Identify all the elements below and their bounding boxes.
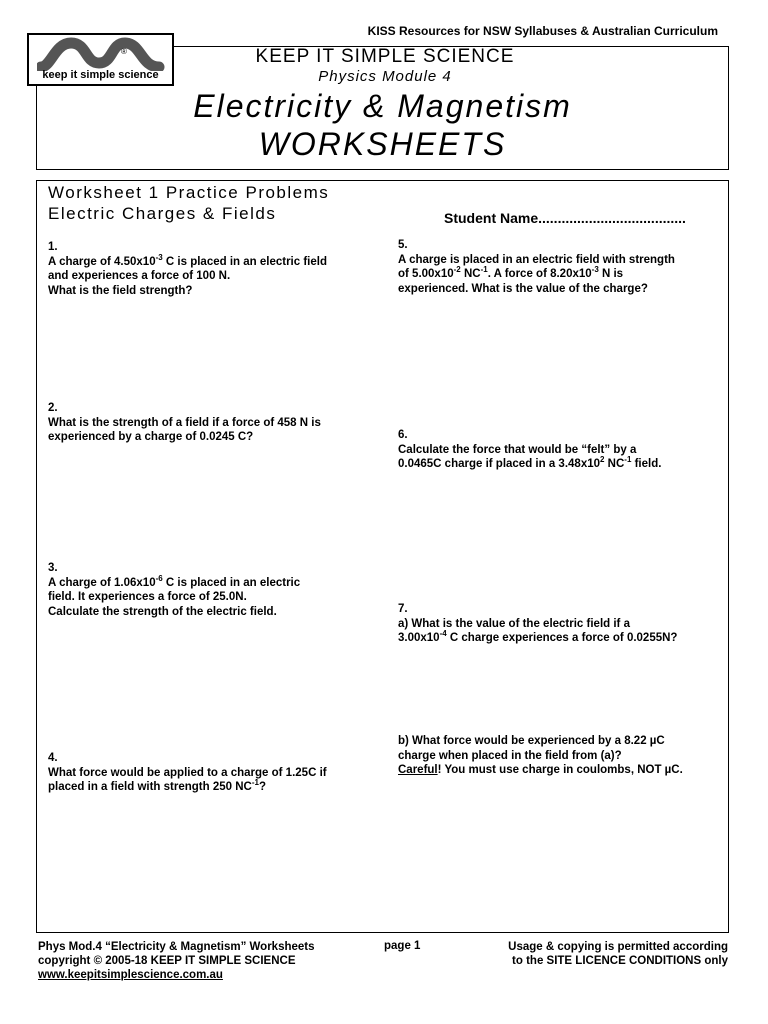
question-number: 7. xyxy=(398,603,408,615)
question-line: What force would be applied to a charge of 1.25C if xyxy=(48,766,327,779)
question-line: 0.0465C charge if placed in a $3.48x10^2$ $NC^{-1}$ field. xyxy=(398,455,662,470)
usage-note-line1: Usage & copying is permitted according xyxy=(508,941,728,953)
question-number: 4. xyxy=(48,752,58,764)
question-number: 3. xyxy=(48,562,58,574)
logo xyxy=(27,33,174,86)
question-number: 1. xyxy=(48,241,58,253)
logo-text: keep it simple science xyxy=(42,69,159,81)
module-name: Physics Module 4 xyxy=(318,68,452,85)
question-1 xyxy=(48,240,378,298)
worksheet-title-line2: Electric Charges & Fields xyxy=(48,204,277,223)
website-link[interactable]: www.keepitsimplescience.com.au xyxy=(38,969,223,981)
question-7 xyxy=(398,602,728,646)
question-line: Calculate the strength of the electric field. xyxy=(48,605,277,618)
worksheet-title-line1: Worksheet 1 Practice Problems xyxy=(48,183,330,202)
question-line: placed in a field with strength 250 $NC^{-1}$? xyxy=(48,778,267,793)
worksheet-title xyxy=(48,182,329,224)
question-line: A charge is placed in an electric field with strength xyxy=(398,253,675,266)
question-4 xyxy=(48,751,378,795)
question-line: b) What force would be experienced by a 8.22 µC xyxy=(398,735,665,747)
question-line: Careful! You must use charge in coulombs, NOT µC. xyxy=(398,764,683,776)
question-7b xyxy=(398,734,728,778)
student-name-field: Student Name...................................... xyxy=(444,210,686,226)
page-subtitle: WORKSHEETS xyxy=(258,126,507,162)
question-number: 2. xyxy=(48,402,58,414)
question-line: What is the field strength? xyxy=(48,284,193,297)
question-5 xyxy=(398,238,728,296)
page-number: page 1 xyxy=(384,940,421,952)
question-line: A charge of $1.06x10^{-6}$ C is placed in an electric xyxy=(48,573,301,589)
question-line: charge when placed in the field from (a)? xyxy=(398,749,622,762)
careful-label: Careful xyxy=(398,764,438,776)
brand-name: KEEP IT SIMPLE SCIENCE xyxy=(255,46,515,67)
question-3 xyxy=(48,561,378,619)
question-line: and experiences a force of 100 N. xyxy=(48,270,231,282)
usage-note-line2: to the SITE LICENCE CONDITIONS only xyxy=(512,955,728,967)
logo-wave-icon xyxy=(37,37,167,71)
question-number: 6. xyxy=(398,429,408,441)
footer-title: Phys Mod.4 “Electricity & Magnetism” Worksheets xyxy=(38,941,315,953)
question-line: a) What is the value of the electric field if a xyxy=(398,617,630,630)
footer-left xyxy=(38,940,315,982)
question-line: A charge of $4.50x10^{-3}$ C is placed in an electric field xyxy=(48,252,327,268)
question-line: experienced by a charge of 0.0245 C? xyxy=(48,431,254,443)
question-line: of $5.00x10^{-2}$ $NC^{-1}$. A force of $8.20x10^{-3}$ N is xyxy=(398,265,624,280)
page-title: Electricity & Magnetism xyxy=(193,88,572,124)
question-line: Calculate the force that would be “felt” by a xyxy=(398,443,637,456)
question-2 xyxy=(48,401,378,445)
question-line: $3.00x10^{-4}$ C charge experiences a force of 0.0255N? xyxy=(398,629,678,644)
question-line: experienced. What is the value of the charge? xyxy=(398,282,648,295)
question-line: field. It experiences a force of 25.0N. xyxy=(48,591,247,603)
question-number: 5. xyxy=(398,239,408,251)
registered-mark: ® xyxy=(121,47,127,56)
question-6 xyxy=(398,428,728,472)
footer-right xyxy=(470,940,728,968)
footer-copyright: copyright © 2005-18 KEEP IT SIMPLE SCIENCE xyxy=(38,955,296,967)
top-note: KISS Resources for NSW Syllabuses & Australian Curriculum xyxy=(367,24,718,38)
question-line: What is the strength of a field if a force of 458 N is xyxy=(48,416,321,429)
